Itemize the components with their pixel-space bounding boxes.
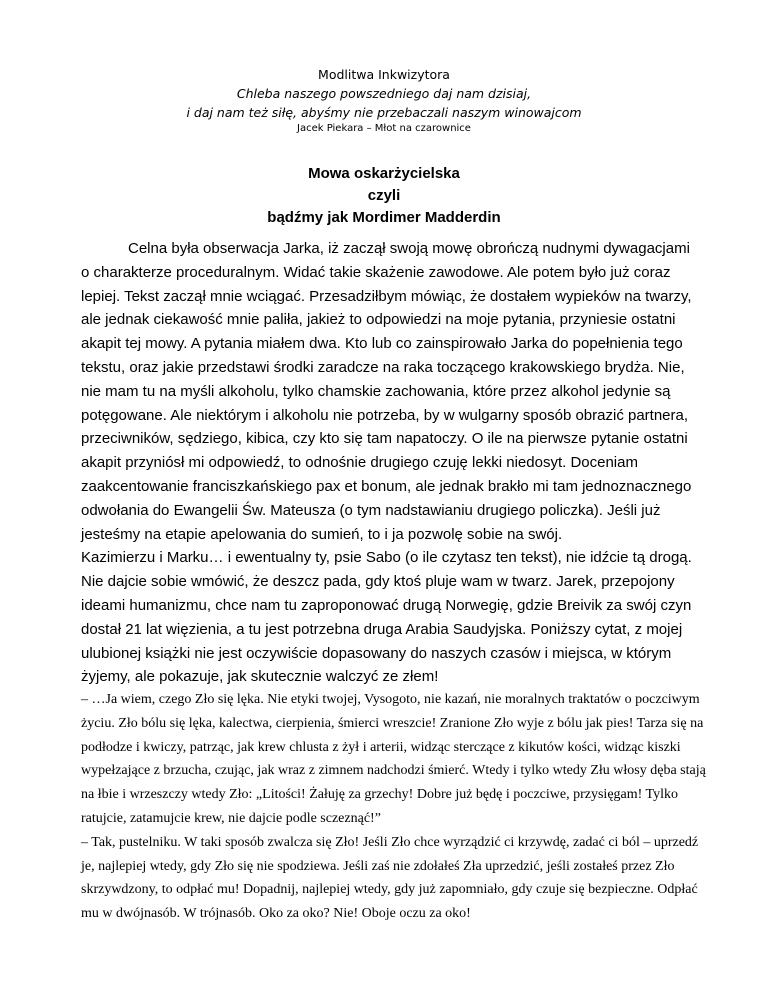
heading-line-3: bądźmy jak Mordimer Madderdin: [267, 209, 501, 226]
quote-block: [81, 688, 706, 926]
quote-paragraph-1: – …Ja wiem, czego Zło się lęka. Nie etyki twojej, Vysogoto, nie kazań, nie moralnych traktatów o poczciwym życiu. Zło bólu się lęka, kalectwa, cierpienia, śmierci wreszcie! Zranione Zło wyje z bólu jak pies! Tarza się na podłodze i kwiczy, patrząc, jak krew chlusta z żył i arterii, widząc sterczące z kikutów kości, widząc kiszki wypełzające z brzucha, czując, jak wraz z zimnem nadchodzi śmierć. Wtedy i tylko wtedy Złu włosy dęba stają na łbie i wrzeszczy wtedy Zło: „Litości! Żałuję za grzechy! Dobre już będę i poczciwe, przysięgam! Tylko ratujcie, zatamujcie krew, nie dajcie podle sczeznąć!”: [81, 692, 706, 826]
document-heading: [0, 163, 768, 229]
epigraph-line-1: Chleba naszego powszedniego daj nam dzisiaj,: [236, 86, 532, 101]
main-text: [81, 237, 701, 689]
paragraph-2: Kazimierzu i Marku… i ewentualny ty, psie Sabo (o ile czytasz ten tekst), nie idźcie tą drogą. Nie dajcie sobie wmówić, że deszcz pada, gdy ktoś pluje wam w twarz. Jarek, przepojony ideami humanizmu, chce nam tu zaproponować drugą Norwegię, gdzie Breivik za swój czyn dostał 21 lat więzienia, a tu jest potrzebna druga Arabia Saudyjska. Poniższy cytat, z mojej ulubionej książki nie jest oczywiście dopasowany do naszych czasów i miejsca, w którym żyjemy, ale pokazuje, jak skutecznie walczyć ze złem!: [81, 549, 692, 686]
heading-line-1: Mowa oskarżycielska: [308, 165, 460, 182]
epigraph-title: Modlitwa Inkwizytora: [318, 67, 450, 82]
epigraph: [0, 65, 768, 136]
paragraph-1: Celna była obserwacja Jarka, iż zaczął swoją mowę obrończą nudnymi dywagacjami o charakterze proceduralnym. Widać takie skażenie zawodowe. Ale potem było już coraz lepiej. Tekst zaczął mnie wciągać. Przesadziłbym mówiąc, że dostałem wypieków na twarzy, ale jednak ciekawość mnie paliła, jakież to odpowiedzi na moje pytania, przyniesie ostatni akapit tej mowy. A pytania miałem dwa. Kto lub co zainspirowało Jarka do popełnienia tego tekstu, oraz jakie przedstawi środki zaradcze na raka toczącego krakowskiego brydża. Nie, nie mam tu na myśli alkoholu, tylko chamskie zachowania, które przez alkohol jedynie są potęgowane. Ale niektórym i alkoholu nie potrzeba, by w wulgarny sposób obrazić partnera, przeciwników, sędziego, kibica, czy kto się tam napatoczy. O ile na pierwsze pytanie ostatni akapit przyniósł mi odpowiedź, to odnośnie drugiego czuję lekki niedosyt. Doceniam zaakcentowanie franciszkańskiego pax et bonum, ale jednak brakło mi tam jednoznacznego odwołania do Ewangelii Św. Mateusza (o tym nadstawianiu drugiego policzka). Jeśli już jesteśmy na etapie apelowania do sumień, to i ja pozwolę sobie na swój.: [81, 240, 692, 543]
epigraph-line-2: i daj nam też siłę, abyśmy nie przebaczali naszym winowajcom: [186, 105, 582, 120]
epigraph-source: Jacek Piekara – Młot na czarownice: [297, 123, 471, 134]
heading-line-2: czyli: [367, 187, 401, 204]
quote-paragraph-2: – Tak, pustelniku. W taki sposób zwalcza się Zło! Jeśli Zło chce wyrządzić ci krzywdę, zadać ci ból – uprzedź je, najlepiej wtedy, gdy Zło się nie spodziewa. Jeśli zaś nie zdołałeś Zła uprzedzić, jeśli zostałeś przez Zło skrzywdzony, to odpłać mu! Dopadnij, najlepiej wtedy, gdy już zapomniało, gdy czuje się bezpieczne. Odpłać mu w dwójnasób. W trójnasób. Oko za oko? Nie! Oboje oczu za oko!: [81, 834, 699, 922]
